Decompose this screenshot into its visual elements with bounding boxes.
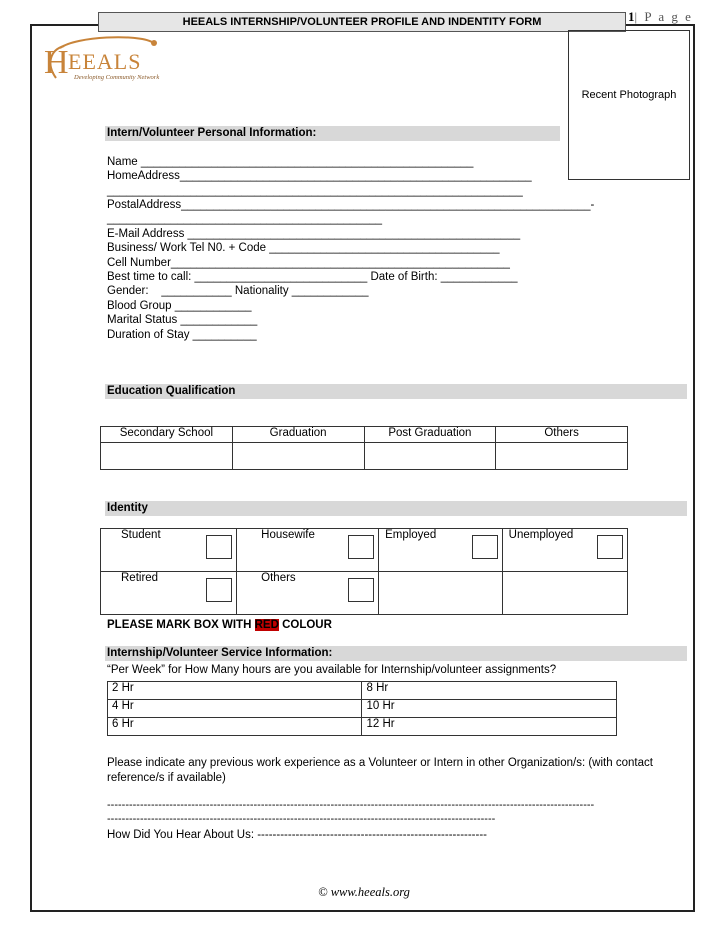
heeals-logo (42, 34, 162, 86)
cell-number-field[interactable]: Cell Number_____________________________________________________ (107, 257, 510, 269)
education-cell-graduation[interactable] (232, 443, 364, 470)
identity-unemployed-label: Unemployed (508, 529, 574, 541)
postal-address-field[interactable]: PostalAddress________________________________________________________________- (107, 199, 595, 211)
photo-label: Recent Photograph (581, 89, 677, 101)
logo-tagline: Developing Community Network (74, 74, 160, 81)
name-field[interactable]: Name ____________________________________________________ (107, 156, 474, 168)
logo-text: EEALS (68, 49, 142, 74)
education-col-others: Others (496, 427, 628, 443)
mark-note-post: COLOUR (278, 619, 332, 631)
identity-housewife (237, 529, 379, 572)
home-address-field-2[interactable]: _________________________________________________________________ (107, 185, 523, 197)
home-address-field[interactable]: HomeAddress_______________________________________________________ (107, 170, 532, 182)
education-cell-secondary[interactable] (101, 443, 233, 470)
service-heading: Internship/Volunteer Service Information: (105, 646, 687, 661)
duration-of-stay-field[interactable]: Duration of Stay __________ (107, 329, 257, 341)
hours-question: “Per Week” for How Many hours are you available for Internship/volunteer assignments? (107, 664, 557, 676)
identity-empty-1 (379, 572, 503, 615)
work-tel-field[interactable]: Business/ Work Tel N0. + Code ____________________________________ (107, 242, 500, 254)
identity-heading: Identity (105, 501, 687, 516)
hours-10hr[interactable]: 10 Hr (362, 700, 617, 718)
hear-about-field[interactable]: How Did You Hear About Us: ------------------------------------------------------------ (107, 829, 487, 841)
hours-6hr[interactable]: 6 Hr (108, 718, 362, 736)
logo-initial: H (44, 44, 69, 81)
identity-others-label: Others (261, 572, 296, 584)
identity-others-checkbox[interactable] (348, 578, 374, 602)
experience-prompt: Please indicate any previous work experience as a Volunteer or Intern in other Organization/s: (with contact reference/s if available) (107, 757, 653, 784)
identity-table (100, 528, 628, 615)
education-cell-post-graduation[interactable] (364, 443, 496, 470)
identity-unemployed-checkbox[interactable] (597, 535, 623, 559)
identity-retired (101, 572, 237, 615)
marital-status-field[interactable]: Marital Status ____________ (107, 314, 258, 326)
page-number (628, 9, 693, 25)
personal-heading: Intern/Volunteer Personal Information: (105, 126, 560, 141)
form-title: HEEALS INTERNSHIP/VOLUNTEER PROFILE AND INDENTITY FORM (98, 12, 626, 32)
experience-line-1[interactable]: ------------------------------------------------------------------------------------------------------------------------------------- (107, 799, 595, 811)
best-time-dob-field[interactable]: Best time to call: ___________________________ Date of Birth: ____________ (107, 271, 518, 283)
mark-note-pre: PLEASE MARK BOX WITH (107, 619, 255, 631)
mark-note-red: RED (254, 619, 279, 631)
identity-employed-label: Employed (385, 529, 437, 541)
gender-nationality-field[interactable]: Gender: ___________ Nationality ____________ (107, 285, 369, 297)
identity-student-checkbox[interactable] (206, 535, 232, 559)
hours-4hr[interactable]: 4 Hr (108, 700, 362, 718)
photo-box[interactable] (568, 30, 690, 180)
education-col-secondary: Secondary School (101, 427, 233, 443)
identity-student (101, 529, 237, 572)
identity-retired-checkbox[interactable] (206, 578, 232, 602)
identity-housewife-label: Housewife (261, 529, 315, 541)
identity-retired-label: Retired (121, 572, 159, 584)
hours-8hr[interactable]: 8 Hr (362, 682, 617, 700)
education-col-post-graduation: Post Graduation (364, 427, 496, 443)
hours-table (107, 681, 617, 736)
identity-employed (379, 529, 503, 572)
experience-line-2[interactable]: ---------------------------------------------------------------------------------------------------------- (107, 813, 496, 825)
hours-12hr[interactable]: 12 Hr (362, 718, 617, 736)
postal-address-field-2[interactable]: ___________________________________________ (107, 213, 383, 225)
education-col-graduation: Graduation (232, 427, 364, 443)
identity-unemployed (502, 529, 627, 572)
education-heading: Education Qualification (105, 384, 687, 399)
identity-student-label: Student (121, 529, 161, 541)
education-cell-others[interactable] (496, 443, 628, 470)
identity-others (237, 572, 379, 615)
identity-housewife-checkbox[interactable] (348, 535, 374, 559)
blood-group-field[interactable]: Blood Group ____________ (107, 300, 252, 312)
identity-employed-checkbox[interactable] (472, 535, 498, 559)
mark-box-note (107, 619, 332, 631)
footer-website: © www.heeals.org (318, 885, 410, 899)
identity-empty-2 (502, 572, 627, 615)
email-field[interactable]: E-Mail Address ____________________________________________________ (107, 228, 521, 240)
education-table (100, 426, 628, 470)
page-number-value: 1 (628, 9, 635, 24)
page-word: | P a g e (634, 9, 693, 24)
hours-2hr[interactable]: 2 Hr (108, 682, 362, 700)
